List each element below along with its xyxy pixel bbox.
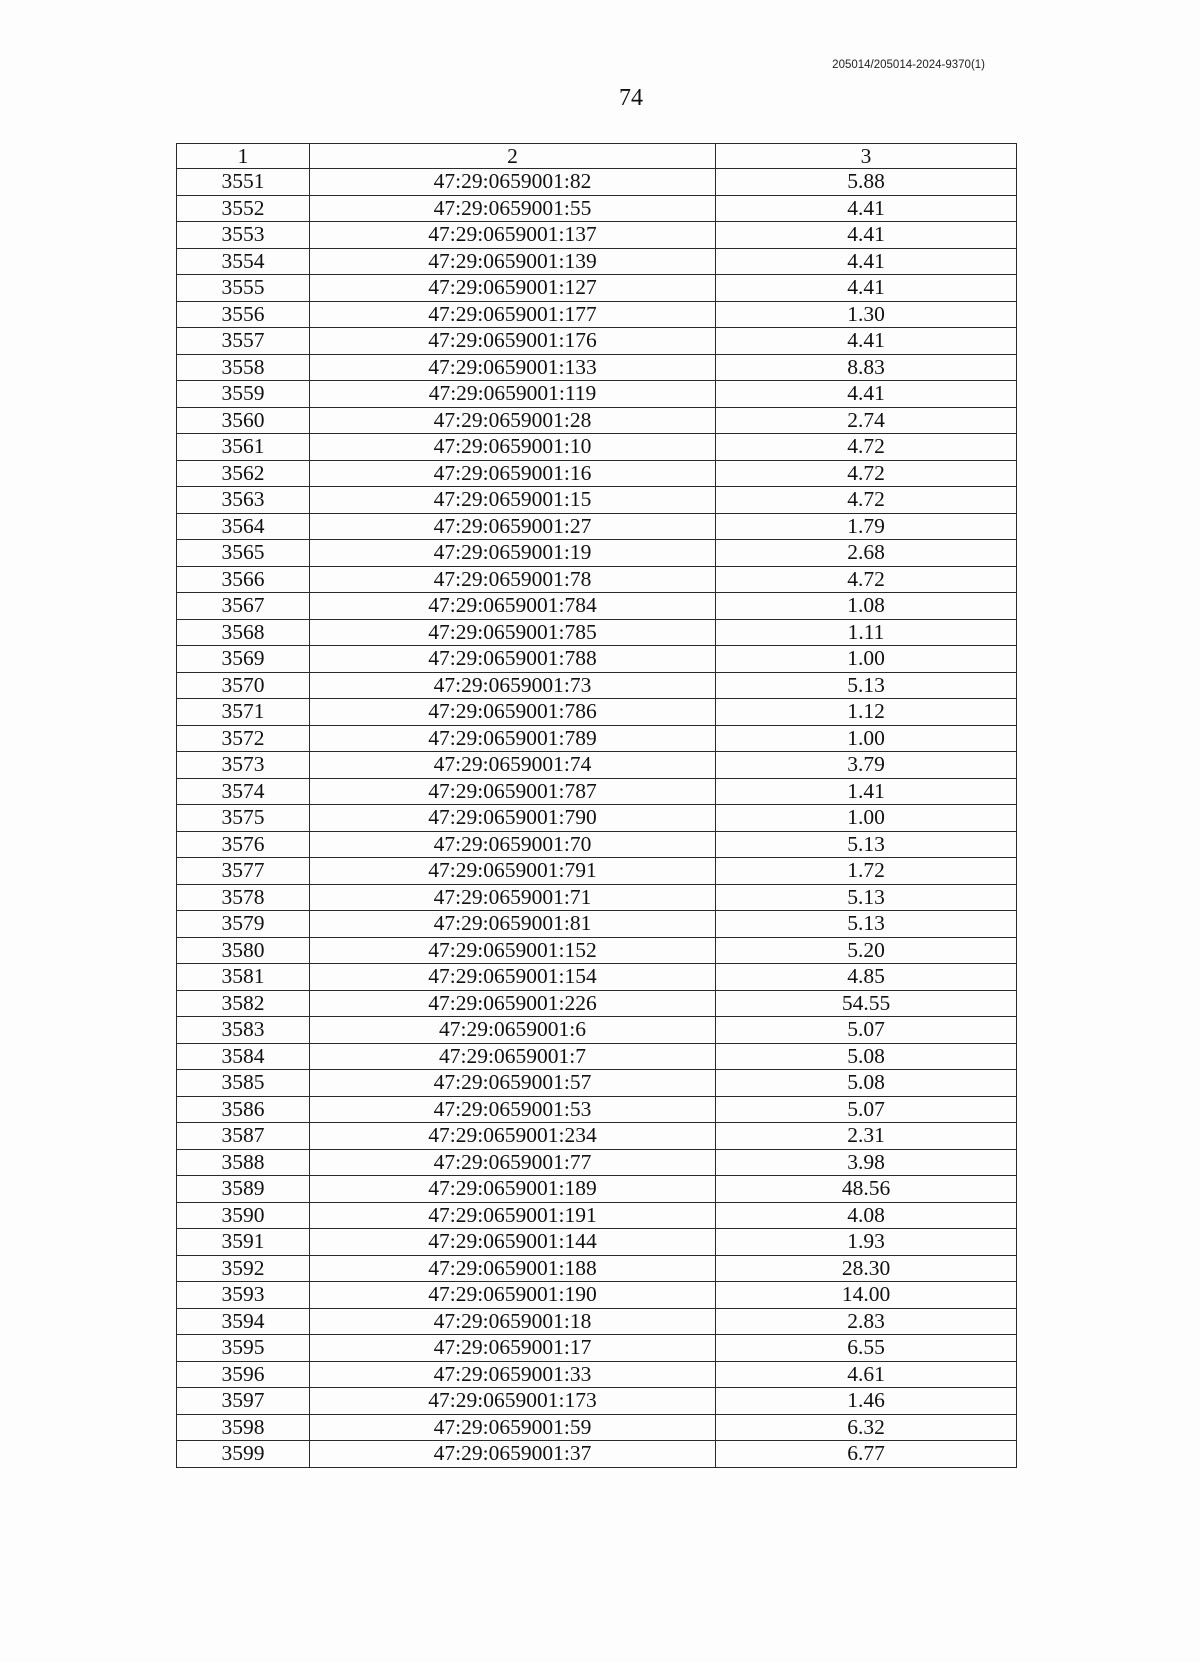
row-number-cell: 3554 bbox=[177, 248, 310, 275]
row-number-cell: 3598 bbox=[177, 1414, 310, 1441]
cadastral-number-cell: 47:29:0659001:784 bbox=[310, 593, 716, 620]
value-cell: 5.08 bbox=[716, 1070, 1017, 1097]
value-cell: 4.08 bbox=[716, 1202, 1017, 1229]
value-cell: 5.20 bbox=[716, 937, 1017, 964]
cadastral-number-cell: 47:29:0659001:139 bbox=[310, 248, 716, 275]
cadastral-number-cell: 47:29:0659001:78 bbox=[310, 566, 716, 593]
value-cell: 4.85 bbox=[716, 964, 1017, 991]
value-cell: 2.31 bbox=[716, 1123, 1017, 1150]
value-cell: 6.32 bbox=[716, 1414, 1017, 1441]
cadastral-number-cell: 47:29:0659001:152 bbox=[310, 937, 716, 964]
value-cell: 48.56 bbox=[716, 1176, 1017, 1203]
value-cell: 4.72 bbox=[716, 487, 1017, 514]
value-cell: 3.79 bbox=[716, 752, 1017, 779]
value-cell: 1.79 bbox=[716, 513, 1017, 540]
cadastral-number-cell: 47:29:0659001:154 bbox=[310, 964, 716, 991]
cadastral-number-cell: 47:29:0659001:59 bbox=[310, 1414, 716, 1441]
row-number-cell: 3560 bbox=[177, 407, 310, 434]
table-row bbox=[177, 937, 1017, 964]
value-cell: 1.46 bbox=[716, 1388, 1017, 1415]
cadastral-number-cell: 47:29:0659001:73 bbox=[310, 672, 716, 699]
table-row bbox=[177, 434, 1017, 461]
row-number-cell: 3562 bbox=[177, 460, 310, 487]
table-row bbox=[177, 1149, 1017, 1176]
value-cell: 5.88 bbox=[716, 169, 1017, 196]
cadastral-number-cell: 47:29:0659001:57 bbox=[310, 1070, 716, 1097]
table-row bbox=[177, 725, 1017, 752]
table-row bbox=[177, 195, 1017, 222]
cadastral-number-cell: 47:29:0659001:33 bbox=[310, 1361, 716, 1388]
value-cell: 1.12 bbox=[716, 699, 1017, 726]
cadastral-number-cell: 47:29:0659001:188 bbox=[310, 1255, 716, 1282]
row-number-cell: 3592 bbox=[177, 1255, 310, 1282]
value-cell: 5.13 bbox=[716, 884, 1017, 911]
value-cell: 4.41 bbox=[716, 328, 1017, 355]
value-cell: 5.07 bbox=[716, 1017, 1017, 1044]
column-header: 3 bbox=[716, 144, 1017, 169]
table-row bbox=[177, 884, 1017, 911]
value-cell: 2.83 bbox=[716, 1308, 1017, 1335]
cadastral-number-cell: 47:29:0659001:15 bbox=[310, 487, 716, 514]
cadastral-number-cell: 47:29:0659001:37 bbox=[310, 1441, 716, 1468]
cadastral-number-cell: 47:29:0659001:71 bbox=[310, 884, 716, 911]
row-number-cell: 3585 bbox=[177, 1070, 310, 1097]
value-cell: 4.72 bbox=[716, 566, 1017, 593]
value-cell: 4.41 bbox=[716, 195, 1017, 222]
value-cell: 5.13 bbox=[716, 831, 1017, 858]
value-cell: 5.08 bbox=[716, 1043, 1017, 1070]
row-number-cell: 3559 bbox=[177, 381, 310, 408]
cadastral-number-cell: 47:29:0659001:191 bbox=[310, 1202, 716, 1229]
row-number-cell: 3570 bbox=[177, 672, 310, 699]
row-number-cell: 3558 bbox=[177, 354, 310, 381]
table-row bbox=[177, 1202, 1017, 1229]
cadastral-number-cell: 47:29:0659001:10 bbox=[310, 434, 716, 461]
table-row bbox=[177, 248, 1017, 275]
cadastral-number-cell: 47:29:0659001:791 bbox=[310, 858, 716, 885]
table-row bbox=[177, 1335, 1017, 1362]
value-cell: 3.98 bbox=[716, 1149, 1017, 1176]
cadastral-number-cell: 47:29:0659001:190 bbox=[310, 1282, 716, 1309]
value-cell: 1.00 bbox=[716, 725, 1017, 752]
row-number-cell: 3599 bbox=[177, 1441, 310, 1468]
row-number-cell: 3575 bbox=[177, 805, 310, 832]
cadastral-number-cell: 47:29:0659001:173 bbox=[310, 1388, 716, 1415]
row-number-cell: 3571 bbox=[177, 699, 310, 726]
table-row bbox=[177, 301, 1017, 328]
row-number-cell: 3566 bbox=[177, 566, 310, 593]
table-row bbox=[177, 1308, 1017, 1335]
row-number-cell: 3561 bbox=[177, 434, 310, 461]
row-number-cell: 3576 bbox=[177, 831, 310, 858]
table-row bbox=[177, 1017, 1017, 1044]
row-number-cell: 3572 bbox=[177, 725, 310, 752]
cadastral-number-cell: 47:29:0659001:28 bbox=[310, 407, 716, 434]
row-number-cell: 3581 bbox=[177, 964, 310, 991]
cadastral-number-cell: 47:29:0659001:27 bbox=[310, 513, 716, 540]
table-row bbox=[177, 460, 1017, 487]
table-row bbox=[177, 619, 1017, 646]
data-table bbox=[176, 143, 1017, 1468]
table-row bbox=[177, 911, 1017, 938]
row-number-cell: 3553 bbox=[177, 222, 310, 249]
row-number-cell: 3589 bbox=[177, 1176, 310, 1203]
row-number-cell: 3555 bbox=[177, 275, 310, 302]
value-cell: 6.55 bbox=[716, 1335, 1017, 1362]
cadastral-number-cell: 47:29:0659001:144 bbox=[310, 1229, 716, 1256]
row-number-cell: 3567 bbox=[177, 593, 310, 620]
table-body bbox=[177, 169, 1017, 1468]
table-row bbox=[177, 354, 1017, 381]
table-row bbox=[177, 858, 1017, 885]
row-number-cell: 3552 bbox=[177, 195, 310, 222]
row-number-cell: 3557 bbox=[177, 328, 310, 355]
cadastral-number-cell: 47:29:0659001:788 bbox=[310, 646, 716, 673]
row-number-cell: 3580 bbox=[177, 937, 310, 964]
value-cell: 54.55 bbox=[716, 990, 1017, 1017]
table-row bbox=[177, 540, 1017, 567]
table-row bbox=[177, 964, 1017, 991]
table-row bbox=[177, 1043, 1017, 1070]
table-row bbox=[177, 699, 1017, 726]
table-row bbox=[177, 1229, 1017, 1256]
page-number: 74 bbox=[619, 85, 643, 111]
value-cell: 1.30 bbox=[716, 301, 1017, 328]
value-cell: 1.93 bbox=[716, 1229, 1017, 1256]
row-number-cell: 3579 bbox=[177, 911, 310, 938]
value-cell: 5.13 bbox=[716, 672, 1017, 699]
row-number-cell: 3597 bbox=[177, 1388, 310, 1415]
table-row bbox=[177, 1441, 1017, 1468]
value-cell: 1.41 bbox=[716, 778, 1017, 805]
table-row bbox=[177, 990, 1017, 1017]
table-row bbox=[177, 646, 1017, 673]
value-cell: 4.61 bbox=[716, 1361, 1017, 1388]
cadastral-number-cell: 47:29:0659001:133 bbox=[310, 354, 716, 381]
table-row bbox=[177, 169, 1017, 196]
value-cell: 1.72 bbox=[716, 858, 1017, 885]
table-row bbox=[177, 1070, 1017, 1097]
cadastral-number-cell: 47:29:0659001:189 bbox=[310, 1176, 716, 1203]
value-cell: 6.77 bbox=[716, 1441, 1017, 1468]
table-row bbox=[177, 1176, 1017, 1203]
cadastral-number-cell: 47:29:0659001:119 bbox=[310, 381, 716, 408]
row-number-cell: 3568 bbox=[177, 619, 310, 646]
row-number-cell: 3577 bbox=[177, 858, 310, 885]
value-cell: 5.07 bbox=[716, 1096, 1017, 1123]
value-cell: 4.72 bbox=[716, 460, 1017, 487]
cadastral-number-cell: 47:29:0659001:786 bbox=[310, 699, 716, 726]
row-number-cell: 3586 bbox=[177, 1096, 310, 1123]
row-number-cell: 3596 bbox=[177, 1361, 310, 1388]
row-number-cell: 3583 bbox=[177, 1017, 310, 1044]
cadastral-number-cell: 47:29:0659001:19 bbox=[310, 540, 716, 567]
value-cell: 1.00 bbox=[716, 805, 1017, 832]
cadastral-number-cell: 47:29:0659001:785 bbox=[310, 619, 716, 646]
cadastral-number-cell: 47:29:0659001:787 bbox=[310, 778, 716, 805]
table-row bbox=[177, 328, 1017, 355]
value-cell: 4.41 bbox=[716, 222, 1017, 249]
cadastral-number-cell: 47:29:0659001:70 bbox=[310, 831, 716, 858]
column-header: 2 bbox=[310, 144, 716, 169]
cadastral-number-cell: 47:29:0659001:226 bbox=[310, 990, 716, 1017]
value-cell: 1.00 bbox=[716, 646, 1017, 673]
value-cell: 28.30 bbox=[716, 1255, 1017, 1282]
row-number-cell: 3594 bbox=[177, 1308, 310, 1335]
table-row bbox=[177, 831, 1017, 858]
cadastral-number-cell: 47:29:0659001:16 bbox=[310, 460, 716, 487]
table-row bbox=[177, 1388, 1017, 1415]
value-cell: 4.41 bbox=[716, 381, 1017, 408]
value-cell: 5.13 bbox=[716, 911, 1017, 938]
cadastral-number-cell: 47:29:0659001:176 bbox=[310, 328, 716, 355]
table-row bbox=[177, 566, 1017, 593]
cadastral-number-cell: 47:29:0659001:17 bbox=[310, 1335, 716, 1362]
column-header: 1 bbox=[177, 144, 310, 169]
cadastral-number-cell: 47:29:0659001:137 bbox=[310, 222, 716, 249]
row-number-cell: 3563 bbox=[177, 487, 310, 514]
cadastral-number-cell: 47:29:0659001:82 bbox=[310, 169, 716, 196]
cadastral-number-cell: 47:29:0659001:6 bbox=[310, 1017, 716, 1044]
value-cell: 4.72 bbox=[716, 434, 1017, 461]
row-number-cell: 3556 bbox=[177, 301, 310, 328]
cadastral-number-cell: 47:29:0659001:81 bbox=[310, 911, 716, 938]
table-row bbox=[177, 381, 1017, 408]
row-number-cell: 3582 bbox=[177, 990, 310, 1017]
table-row bbox=[177, 778, 1017, 805]
cadastral-number-cell: 47:29:0659001:74 bbox=[310, 752, 716, 779]
cadastral-number-cell: 47:29:0659001:789 bbox=[310, 725, 716, 752]
table-row bbox=[177, 805, 1017, 832]
value-cell: 1.11 bbox=[716, 619, 1017, 646]
cadastral-number-cell: 47:29:0659001:18 bbox=[310, 1308, 716, 1335]
table-row bbox=[177, 222, 1017, 249]
table-row bbox=[177, 275, 1017, 302]
row-number-cell: 3588 bbox=[177, 1149, 310, 1176]
document-id: 205014/205014-2024-9370(1) bbox=[832, 59, 985, 71]
row-number-cell: 3573 bbox=[177, 752, 310, 779]
table-row bbox=[177, 752, 1017, 779]
table-row bbox=[177, 513, 1017, 540]
cadastral-number-cell: 47:29:0659001:77 bbox=[310, 1149, 716, 1176]
table-row bbox=[177, 407, 1017, 434]
table-row bbox=[177, 1414, 1017, 1441]
table-row bbox=[177, 672, 1017, 699]
row-number-cell: 3584 bbox=[177, 1043, 310, 1070]
row-number-cell: 3565 bbox=[177, 540, 310, 567]
row-number-cell: 3551 bbox=[177, 169, 310, 196]
row-number-cell: 3590 bbox=[177, 1202, 310, 1229]
row-number-cell: 3569 bbox=[177, 646, 310, 673]
cadastral-number-cell: 47:29:0659001:7 bbox=[310, 1043, 716, 1070]
row-number-cell: 3591 bbox=[177, 1229, 310, 1256]
cadastral-number-cell: 47:29:0659001:177 bbox=[310, 301, 716, 328]
value-cell: 4.41 bbox=[716, 275, 1017, 302]
table-row bbox=[177, 593, 1017, 620]
table-row bbox=[177, 487, 1017, 514]
table-row bbox=[177, 1255, 1017, 1282]
cadastral-number-cell: 47:29:0659001:55 bbox=[310, 195, 716, 222]
row-number-cell: 3574 bbox=[177, 778, 310, 805]
table-row bbox=[177, 1361, 1017, 1388]
table-row bbox=[177, 1123, 1017, 1150]
cadastral-number-cell: 47:29:0659001:234 bbox=[310, 1123, 716, 1150]
cadastral-number-cell: 47:29:0659001:790 bbox=[310, 805, 716, 832]
value-cell: 2.74 bbox=[716, 407, 1017, 434]
row-number-cell: 3593 bbox=[177, 1282, 310, 1309]
row-number-cell: 3595 bbox=[177, 1335, 310, 1362]
value-cell: 14.00 bbox=[716, 1282, 1017, 1309]
cadastral-number-cell: 47:29:0659001:127 bbox=[310, 275, 716, 302]
value-cell: 2.68 bbox=[716, 540, 1017, 567]
row-number-cell: 3578 bbox=[177, 884, 310, 911]
row-number-cell: 3587 bbox=[177, 1123, 310, 1150]
table-header-row bbox=[177, 144, 1017, 169]
table-row bbox=[177, 1096, 1017, 1123]
value-cell: 4.41 bbox=[716, 248, 1017, 275]
row-number-cell: 3564 bbox=[177, 513, 310, 540]
value-cell: 8.83 bbox=[716, 354, 1017, 381]
value-cell: 1.08 bbox=[716, 593, 1017, 620]
cadastral-number-cell: 47:29:0659001:53 bbox=[310, 1096, 716, 1123]
table-row bbox=[177, 1282, 1017, 1309]
